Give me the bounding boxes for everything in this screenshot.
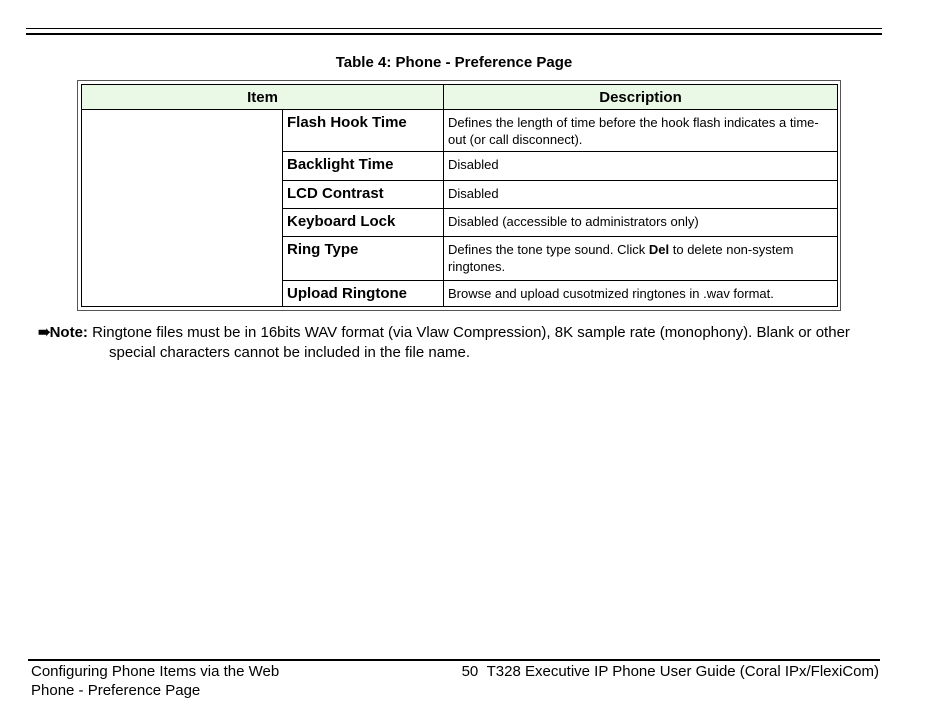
note-text: Ringtone files must be in 16bits WAV format (via Vlaw Compression), 8K sample rate (monophony). Blank or other special characters cannot be included in the file name. bbox=[92, 324, 850, 361]
row-description: Disabled (accessible to administrators only) bbox=[444, 208, 838, 236]
row-description: Disabled bbox=[444, 180, 838, 208]
row-description: Defines the length of time before the hook flash indicates a time-out (or call disconnect). bbox=[444, 110, 838, 152]
footer-section bbox=[31, 662, 279, 700]
row-label: Ring Type bbox=[283, 237, 444, 280]
note-arrow-icon: ➠ bbox=[38, 324, 50, 341]
table-caption: Table 4: Phone - Preference Page bbox=[335, 54, 573, 71]
row-description bbox=[444, 237, 838, 280]
preference-table bbox=[81, 84, 838, 307]
document-title: T328 Executive IP Phone User Guide (Coral IPx/FlexiCom) bbox=[486, 663, 879, 680]
footer-chapter: Configuring Phone Items via the Web bbox=[31, 663, 280, 680]
row-label: Upload Ringtone bbox=[283, 280, 444, 306]
table-frame bbox=[77, 80, 841, 311]
desc-text: to delete non-system ringtones. bbox=[448, 242, 794, 275]
top-rule bbox=[26, 28, 882, 35]
footer-rule bbox=[28, 659, 880, 661]
table-header-row bbox=[82, 85, 838, 110]
table-row bbox=[82, 110, 838, 152]
row-description: Browse and upload cusotmized ringtones in .wav format. bbox=[444, 280, 838, 306]
desc-text: Defines the tone type sound. Click bbox=[448, 242, 649, 258]
row-description: Disabled bbox=[444, 152, 838, 180]
blank-parent-cell bbox=[82, 110, 283, 307]
footer-doc-info bbox=[462, 662, 879, 681]
row-label: LCD Contrast bbox=[283, 180, 444, 208]
row-label: Flash Hook Time bbox=[283, 110, 444, 152]
row-label: Keyboard Lock bbox=[283, 208, 444, 236]
row-label: Backlight Time bbox=[283, 152, 444, 180]
note bbox=[38, 323, 858, 363]
column-header-description: Description bbox=[444, 85, 838, 110]
page-number: 50 bbox=[461, 663, 479, 680]
column-header-item: Item bbox=[82, 85, 444, 110]
note-label: Note: bbox=[49, 324, 88, 341]
del-keyword: Del bbox=[648, 242, 670, 258]
footer-section-title: Phone - Preference Page bbox=[31, 682, 201, 699]
